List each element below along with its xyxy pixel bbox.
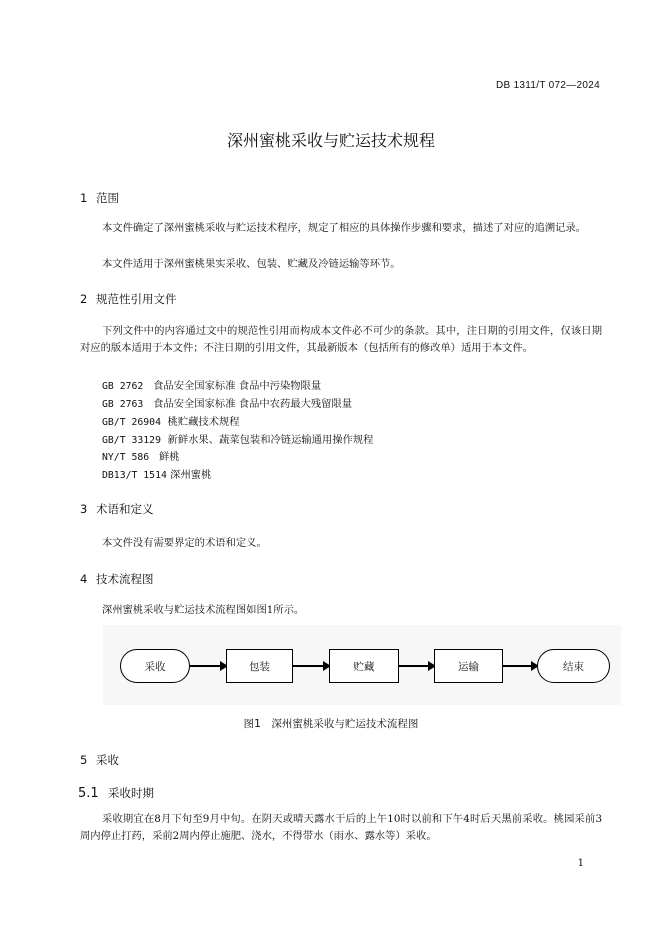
reference-item (102, 466, 211, 481)
section-title: 采收 (96, 753, 119, 767)
reference-code: NY/T 586 (102, 452, 150, 463)
section-number: 2 (80, 292, 88, 306)
flow-arrow-icon (503, 665, 537, 667)
reference-item (102, 431, 373, 446)
reference-name: 深州蜜桃 (170, 469, 212, 481)
subsection-5-1-heading (78, 785, 154, 801)
reference-code: GB 2763 (102, 399, 144, 410)
section-number: 1 (80, 191, 88, 205)
flow-step-storage: 贮藏 (329, 649, 399, 683)
section-number: 4 (80, 572, 88, 586)
section-2-heading (80, 291, 177, 307)
reference-name: 食品安全国家标准 食品中污染物限量 (153, 380, 322, 392)
figure-caption: 图1 深州蜜桃采收与贮运技术流程图 (243, 718, 419, 730)
section-4-heading (80, 571, 154, 587)
reference-item (102, 448, 180, 463)
section-number: 5 (80, 753, 88, 767)
section-number: 3 (80, 502, 88, 516)
section-title: 范围 (96, 191, 119, 205)
flow-step-packing: 包装 (226, 649, 293, 683)
reference-code: DB13/T 1514 (102, 470, 167, 481)
flow-step-harvest: 采收 (120, 649, 190, 683)
reference-name: 桃贮藏技术规程 (167, 416, 240, 428)
reference-item (102, 395, 352, 410)
subsection-title: 采收时期 (108, 786, 154, 800)
reference-code: GB 2762 (102, 381, 144, 392)
flow-step-transport: 运输 (434, 649, 503, 683)
section-title: 规范性引用文件 (96, 292, 177, 306)
scope-paragraph-1: 本文件确定了深州蜜桃采收与贮运技术程序，规定了相应的具体操作步骤和要求，描述了对应的追溯记录。 (102, 222, 586, 234)
reference-name: 新鲜水果、蔬菜包装和冷链运输通用操作规程 (167, 434, 374, 446)
reference-code: GB/T 26904 (102, 417, 161, 428)
reference-name: 食品安全国家标准 食品中农药最大残留限量 (153, 398, 353, 410)
document-code: DB 1311/T 072—2024 (496, 80, 600, 91)
harvest-time-paragraph: 采收期宜在8月下旬至9月中旬。在阴天或晴天露水干后的上午10时以前和下午4时后天黑前采收。桃园采前3周内停止打药，采前2周内停止施肥、浇水，不得带水（雨水、露水等）采收。 (80, 813, 602, 843)
terms-paragraph: 本文件没有需要界定的术语和定义。 (102, 537, 267, 549)
flow-arrow-icon (399, 665, 434, 667)
reference-item (102, 377, 321, 392)
page-number: 1 (577, 858, 584, 869)
flowchart (103, 625, 621, 705)
reference-name: 鲜桃 (159, 451, 180, 463)
flow-arrow-icon (293, 665, 329, 667)
section-title: 技术流程图 (96, 572, 154, 586)
subsection-number: 5.1 (78, 786, 99, 801)
section-3-heading (80, 501, 154, 517)
section-5-heading (80, 752, 119, 768)
flowchart-intro-paragraph: 深州蜜桃采收与贮运技术流程图如图1所示。 (102, 604, 305, 616)
flow-arrow-icon (190, 665, 226, 667)
section-1-heading (80, 190, 119, 206)
flow-step-end: 结束 (537, 649, 610, 683)
normative-intro-paragraph: 下列文件中的内容通过文中的规范性引用而构成本文件必不可少的条款。其中，注日期的引用文件，仅该日期对应的版本适用于本文件；不注日期的引用文件，其最新版本（包括所有的修改单）适用于本文件。 (80, 325, 602, 355)
reference-code: GB/T 33129 (102, 435, 161, 446)
document-title: 深州蜜桃采收与贮运技术规程 (226, 131, 435, 150)
reference-item (102, 413, 240, 428)
scope-paragraph-2: 本文件适用于深州蜜桃果实采收、包装、贮藏及冷链运输等环节。 (102, 258, 401, 270)
section-title: 术语和定义 (96, 502, 154, 516)
